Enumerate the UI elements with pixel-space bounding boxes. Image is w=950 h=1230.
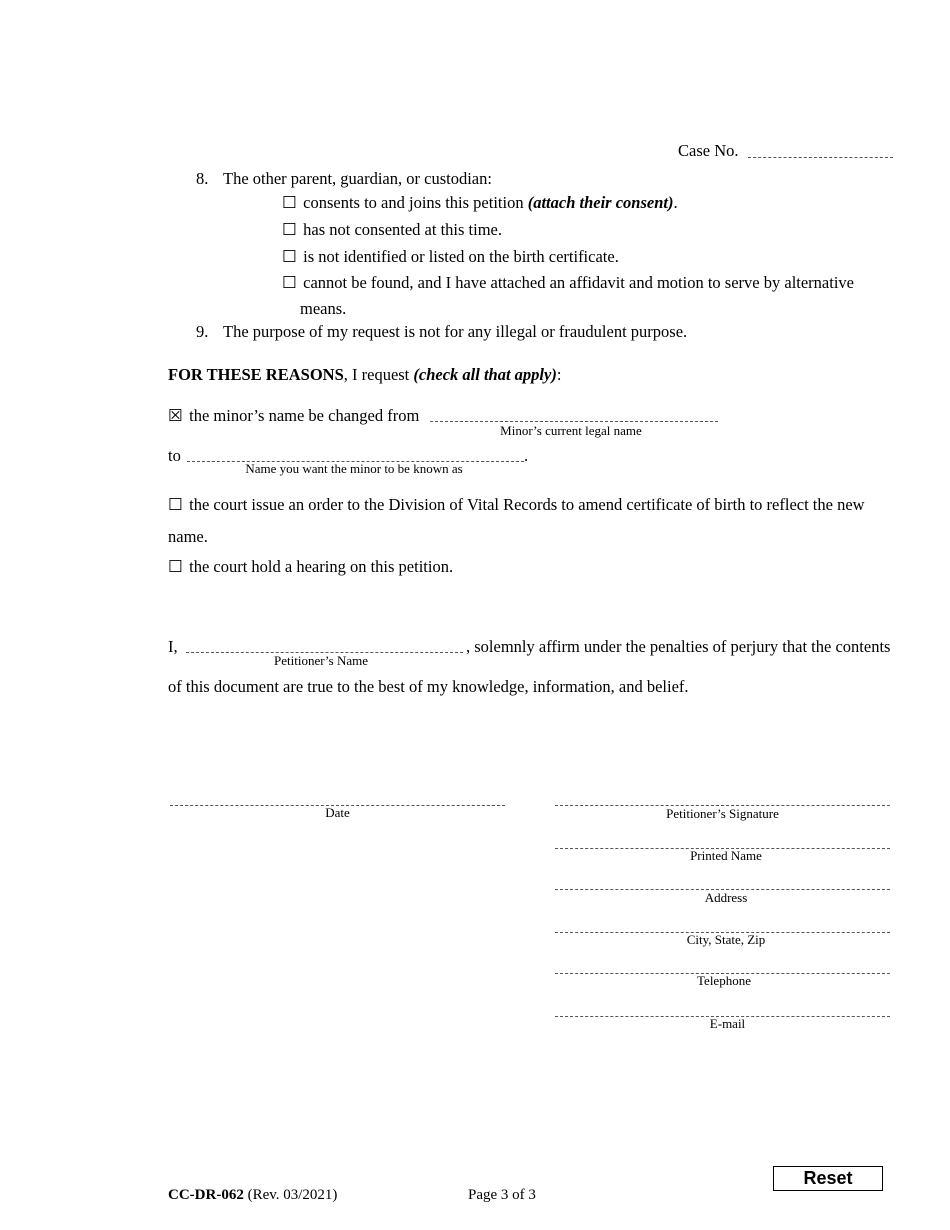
email-caption: E-mail (709, 1016, 746, 1031)
item-8-option-not-identified: ☐ is not identified or listed on the birth certificate. (282, 247, 619, 266)
form-id: CC-DR-062 (Rev. 03/2021) (168, 1187, 338, 1203)
reset-button[interactable]: Reset (773, 1166, 883, 1191)
affirm-line-2: of this document are true to the best of my knowledge, information, and belief. (168, 677, 689, 696)
item-8-option-consents: ☐ consents to and joins this petition (attach their consent). (282, 193, 678, 212)
item-8-option-not-consented: ☐ has not consented at this time. (282, 220, 503, 239)
item-8-option-cannot-be-found-cont: means. (300, 299, 347, 318)
petitioner-signature-caption: Petitioner’s Signature (666, 806, 779, 821)
minor-current-name-caption: Minor’s current legal name (500, 423, 642, 438)
petitioner-signature-input[interactable] (555, 788, 890, 805)
item-9-number: 9. (196, 322, 209, 341)
reasons-heading: FOR THESE REASONS, I request (check all that apply): (168, 365, 562, 384)
telephone-input[interactable] (555, 956, 890, 973)
minor-new-name-caption: Name you want the minor to be known as (245, 461, 463, 476)
item-8-text: The other parent, guardian, or custodian: (223, 169, 492, 188)
request-name-change: ☒ the minor’s name be changed from (168, 406, 420, 425)
not-identified-checkbox[interactable]: ☐ (282, 247, 297, 266)
request-hearing: ☐ the court hold a hearing on this petition. (168, 557, 454, 576)
to-end-period: . (524, 446, 529, 465)
item-8-option-cannot-be-found: ☐ cannot be found, and I have attached an affidavit and motion to serve by alternative (282, 273, 854, 292)
to-word: to (168, 446, 181, 465)
affirm-prefix: I, (168, 637, 178, 656)
request-vital-records: ☐ the court issue an order to the Division of Vital Records to amend certificate of birth to reflect the new (168, 495, 865, 514)
petitioner-name-caption: Petitioner’s Name (274, 653, 368, 668)
address-input[interactable] (555, 872, 890, 889)
vital-records-checkbox[interactable]: ☐ (168, 495, 183, 514)
minor-new-name-input[interactable] (187, 444, 524, 461)
telephone-caption: Telephone (697, 973, 751, 988)
case-no-line (748, 157, 893, 158)
email-input[interactable] (555, 999, 890, 1016)
item-9-text: The purpose of my request is not for any illegal or fraudulent purpose. (223, 322, 688, 341)
printed-name-input[interactable] (555, 831, 890, 848)
case-no-label: Case No. (678, 141, 739, 160)
page-number: Page 3 of 3 (468, 1187, 536, 1203)
city-state-zip-caption: City, State, Zip (686, 932, 766, 947)
date-input[interactable] (170, 788, 505, 805)
petitioner-name-input[interactable] (186, 635, 463, 652)
affirm-suffix: , solemnly affirm under the penalties of perjury that the contents (466, 637, 891, 656)
name-change-checkbox[interactable]: ☒ (168, 406, 183, 425)
address-caption: Address (704, 890, 748, 905)
cannot-be-found-checkbox[interactable]: ☐ (282, 273, 297, 292)
minor-current-name-line (430, 421, 718, 422)
consents-checkbox[interactable]: ☐ (282, 193, 297, 212)
not-consented-checkbox[interactable]: ☐ (282, 220, 297, 239)
hearing-checkbox[interactable]: ☐ (168, 557, 183, 576)
date-caption: Date (325, 805, 350, 820)
item-8-number: 8. (196, 169, 209, 188)
printed-name-caption: Printed Name (690, 848, 762, 863)
request-vital-records-cont: name. (168, 527, 208, 546)
city-state-zip-input[interactable] (555, 915, 890, 932)
minor-current-name-input[interactable] (430, 404, 718, 421)
